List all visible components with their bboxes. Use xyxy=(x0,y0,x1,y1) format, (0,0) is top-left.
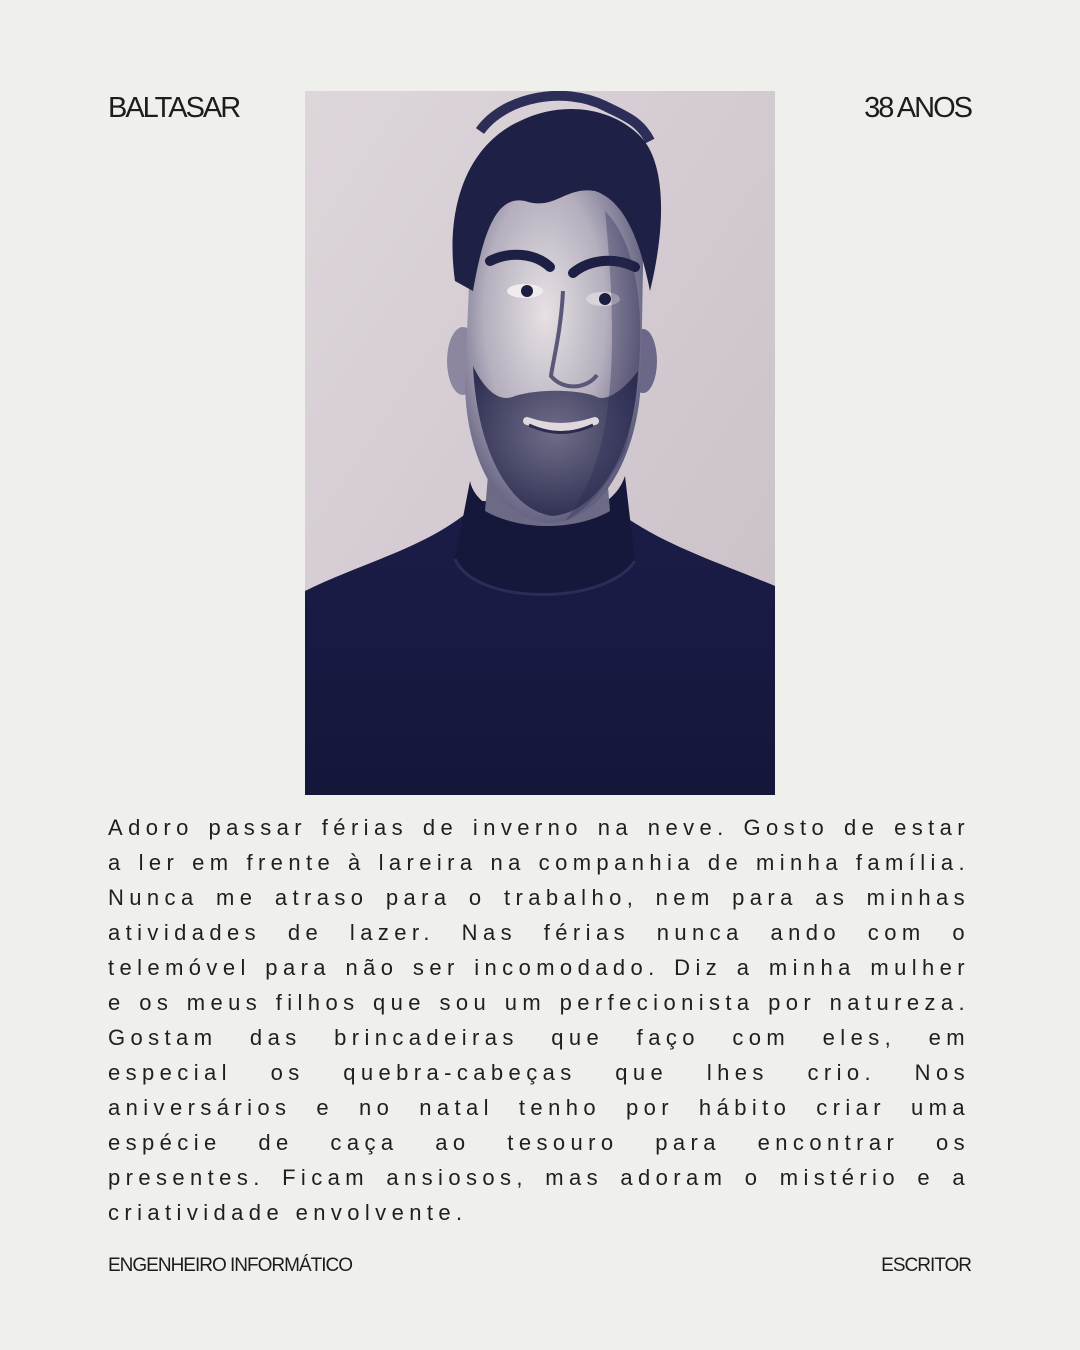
bio-line: criatividade envolvente. xyxy=(108,1200,468,1225)
bio-line: atividades de lazer. Nas férias nunca ando com o xyxy=(108,920,970,945)
bio-paragraph xyxy=(108,810,970,1230)
profile-name: BALTASAR xyxy=(108,92,240,124)
bio-line: aniversários e no natal tenho por hábito criar uma xyxy=(108,1095,970,1120)
bio-line: telemóvel para não ser incomodado. Diz a minha mulher xyxy=(108,955,970,980)
bio-line: a ler em frente à lareira na companhia de minha família. xyxy=(108,850,970,875)
profile-age: 38 ANOS xyxy=(864,92,971,124)
bio-line: especial os quebra-cabeças que lhes crio. Nos xyxy=(108,1060,970,1085)
bio-line: Gostam das brincadeiras que faço com eles, em xyxy=(108,1025,970,1050)
portrait-photo xyxy=(305,91,775,795)
bio-line: Adoro passar férias de inverno na neve. Gosto de estar xyxy=(108,815,970,840)
bio-line: e os meus filhos que sou um perfecionista por natureza. xyxy=(108,990,970,1015)
bio-line: espécie de caça ao tesouro para encontrar os xyxy=(108,1130,970,1155)
bio-line: Nunca me atraso para o trabalho, nem para as minhas xyxy=(108,885,970,910)
portrait-illustration xyxy=(305,91,775,795)
hobby-label: ESCRITOR xyxy=(881,1255,971,1276)
profession-label: ENGENHEIRO INFORMÁTICO xyxy=(108,1255,353,1276)
bio-line: presentes. Ficam ansiosos, mas adoram o mistério e a xyxy=(108,1165,970,1190)
